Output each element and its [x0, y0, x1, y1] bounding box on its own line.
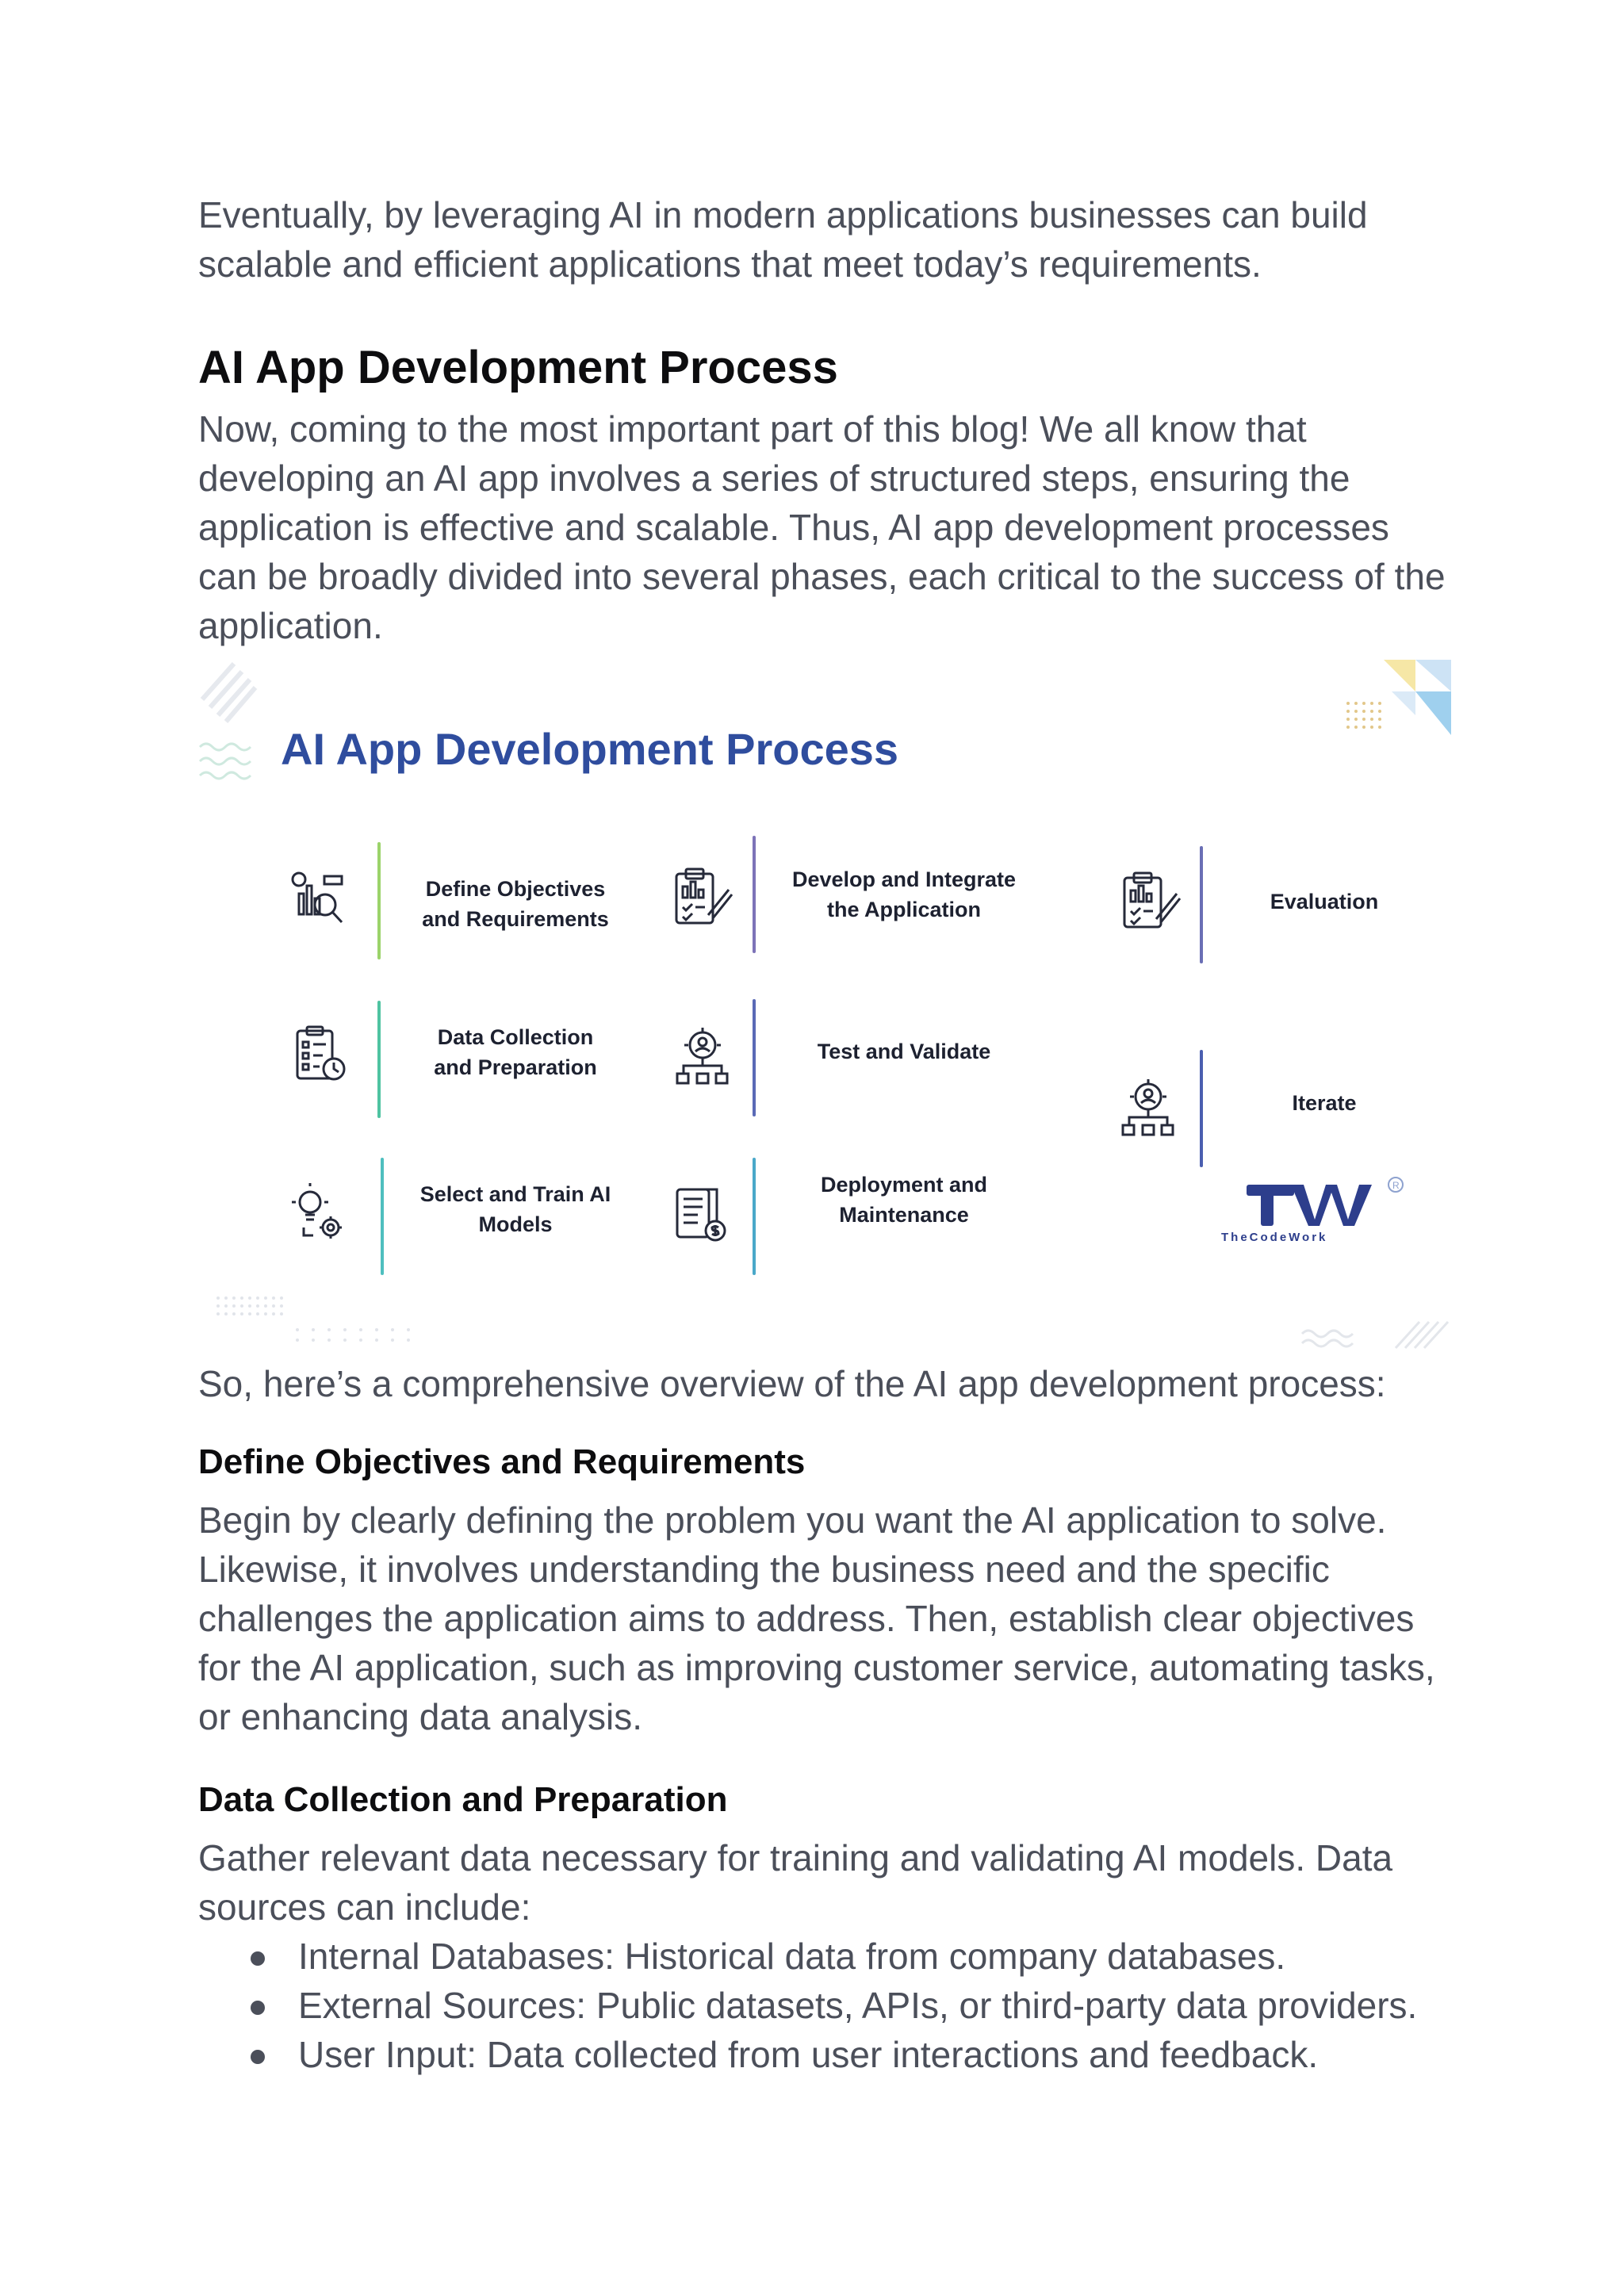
- stripes-decoration-icon: [198, 660, 262, 723]
- step-divider: [1200, 1050, 1203, 1167]
- step-define-objectives: Define Objectives and Requirements: [422, 877, 609, 931]
- gear-network-icon: [672, 1024, 736, 1088]
- step-divider: [377, 1001, 381, 1118]
- list-item: Internal Databases: Historical data from company databases.: [298, 1932, 1451, 1981]
- step-divider: [753, 999, 756, 1116]
- document-dollar-icon: [672, 1183, 736, 1247]
- step-data-collection: Data Collection and Preparation: [434, 1025, 597, 1079]
- data-sources-list: [198, 1932, 1451, 2079]
- thecodework-logo-icon: [1245, 1175, 1404, 1235]
- logo-wordmark: TheCodeWork: [1221, 1231, 1328, 1244]
- process-infographic: [198, 660, 1451, 1350]
- step-iterate: Iterate: [1292, 1091, 1357, 1115]
- chart-magnifier-icon: [289, 870, 353, 933]
- step-divider: [1200, 846, 1203, 963]
- section-title: AI App Development Process: [198, 342, 838, 393]
- dots-decoration-icon: [214, 1294, 436, 1350]
- step-divider: [753, 836, 756, 953]
- svg-text:R: R: [1392, 1180, 1400, 1191]
- define-objectives-paragraph: Begin by clearly defining the problem you want the AI application to solve. Likewise, it involves understanding the business need and the specific challenges the application aims to address. Then, establish clear objectives for the AI application, such as improving customer service, automating tasks, or enhancing data analysis.: [198, 1499, 1435, 1737]
- subsection-title-define-objectives: Define Objectives and Requirements: [198, 1442, 806, 1481]
- waves-stripes-decoration-icon: [1300, 1318, 1451, 1350]
- subsection-title-data-collection: Data Collection and Preparation: [198, 1780, 728, 1819]
- clipboard-pen-icon: [670, 866, 737, 933]
- step-test-validate: Test and Validate: [817, 1040, 991, 1063]
- infographic-title: AI App Development Process: [281, 724, 899, 774]
- clipboard-pen-icon: [1118, 870, 1185, 937]
- lightbulb-gear-icon: [289, 1183, 353, 1247]
- document-page: [198, 190, 1451, 2079]
- step-divider: [381, 1158, 384, 1275]
- data-collection-paragraph: Gather relevant data necessary for training and validating AI models. Data sources can include:: [198, 1837, 1393, 1928]
- intro-paragraph: Eventually, by leveraging AI in modern applications businesses can build scalable and efficient applications that meet today’s requirements.: [198, 194, 1368, 285]
- list-item: User Input: Data collected from user interactions and feedback.: [298, 2030, 1451, 2079]
- gear-network-icon: [1118, 1076, 1182, 1139]
- list-item: External Sources: Public datasets, APIs, or third-party data providers.: [298, 1981, 1451, 2030]
- step-develop-integrate: Develop and Integrate the Application: [791, 867, 1017, 921]
- step-select-train-models: Select and Train AI Models: [419, 1182, 611, 1236]
- step-evaluation: Evaluation: [1270, 890, 1379, 913]
- step-divider: [377, 842, 381, 959]
- triangles-decoration-icon: [1344, 660, 1451, 747]
- waves-decoration-icon: [198, 739, 254, 787]
- overview-paragraph: So, here’s a comprehensive overview of the AI app development process:: [198, 1363, 1386, 1404]
- section-intro-paragraph: Now, coming to the most important part of this blog! We all know that developing an AI app involves a series of structured steps, ensuring the application is effective and scalable. Thus, AI app development processes can be broadly divided into several phases, each critical to the success of the application.: [198, 408, 1446, 646]
- step-deployment-maintenance: Deployment and Maintenance: [820, 1173, 988, 1227]
- step-divider: [753, 1158, 756, 1275]
- checklist-clock-icon: [289, 1024, 353, 1088]
